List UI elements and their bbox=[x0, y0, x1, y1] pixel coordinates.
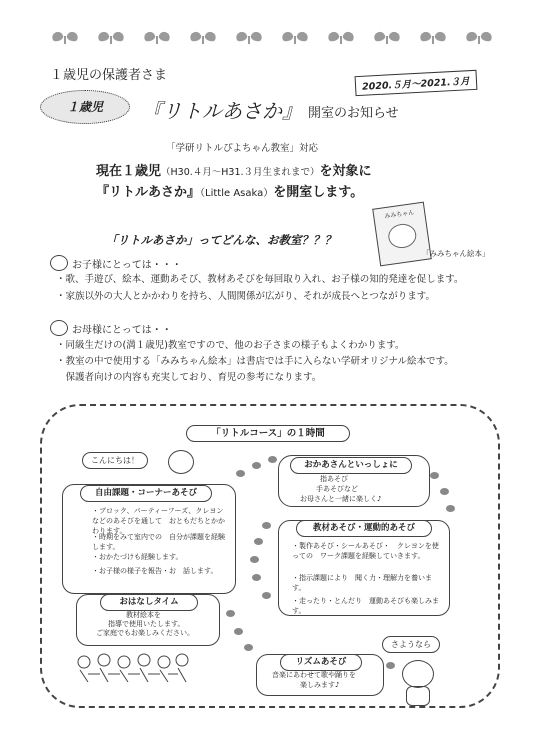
goodbye-bubble: さようなら bbox=[382, 636, 440, 653]
chick-icon bbox=[50, 255, 68, 271]
sprout-icon bbox=[190, 30, 216, 44]
sprout-icon bbox=[52, 30, 78, 44]
sprout-icon bbox=[98, 30, 124, 44]
path-dot bbox=[244, 644, 253, 651]
recipient-line: １歳児の保護者さま bbox=[50, 68, 168, 83]
bear-icon bbox=[402, 660, 434, 688]
mother-play-title: おかあさんといっしょに bbox=[290, 457, 412, 474]
page-title: 『リトルあさか』 bbox=[142, 99, 302, 123]
path-dot bbox=[268, 456, 277, 463]
mother-play-item: お母さんと一緒に楽しく♪ bbox=[300, 495, 382, 503]
age-badge bbox=[40, 90, 130, 124]
sprout-icon bbox=[328, 30, 354, 44]
talk-time-item: 指導で使用いたします。 bbox=[108, 620, 185, 628]
about-heading: 「リトルあさか」ってどんな、お教室？？？ bbox=[106, 233, 336, 247]
rhythm-play-title: リズムあそび bbox=[280, 654, 362, 671]
hello-bubble: こんにちは！ bbox=[82, 452, 148, 469]
lead-line-2: 『リトルあさか』（Little Asaka）を開室します。 bbox=[96, 185, 364, 200]
mother-heading: お母様にとっては・・ bbox=[72, 325, 172, 336]
material-play-item: ・指示課題により 聞く力・理解力を養います。 bbox=[292, 574, 432, 592]
date-range: 2020.５月～2021.３月 bbox=[355, 70, 477, 96]
lead-line-1: 現在１歳児（H30.４月～H31.３月生まれまで）を対象に bbox=[96, 164, 372, 179]
age-badge-label: １歳児 bbox=[66, 100, 103, 114]
path-dot bbox=[226, 610, 235, 617]
path-dot bbox=[252, 574, 261, 581]
sprout-icon bbox=[420, 30, 446, 44]
children-dancing-illustration bbox=[74, 652, 192, 688]
mother-item: ・同級生だけの(満１歳児)教室ですので、他のお子さまの様子もよくわかります。 bbox=[56, 340, 405, 351]
path-dot bbox=[234, 628, 243, 635]
talk-time-item: ご家庭でもお楽しみください。 bbox=[96, 629, 194, 637]
free-play-item: ・お子様の様子を報告・お 話します。 bbox=[92, 567, 218, 575]
page-subtitle: 開室のお知らせ bbox=[308, 106, 399, 121]
sprout-icon bbox=[144, 30, 170, 44]
path-dot bbox=[254, 538, 263, 545]
child-item: ・家族以外の大人とかかわりを持ち、人間関係が広がり、それが成長へとつながります。 bbox=[56, 291, 436, 302]
sprout-icon bbox=[236, 30, 262, 44]
child-heading: お子様にとっては・・・ bbox=[72, 260, 182, 271]
sprout-icon bbox=[466, 30, 492, 44]
bear-body-icon bbox=[406, 686, 430, 706]
path-dot bbox=[440, 488, 449, 495]
free-play-item: ・時期をみて室内での 自分が課題を経験します。 bbox=[92, 533, 225, 551]
path-dot bbox=[250, 556, 259, 563]
path-dot bbox=[262, 592, 271, 599]
material-play-item: ・走ったり・とんだり 運動あそびも楽しみます。 bbox=[292, 597, 439, 615]
course-title: 「リトルコース」の１時間 bbox=[186, 425, 350, 442]
child-item: ・歌、手遊び、絵本、運動あそび、教材あそびを毎回取り入れ、お子様の知的発達を促します。 bbox=[56, 274, 464, 285]
chick-icon bbox=[50, 320, 68, 336]
mother-item: ・教室の中で使用する「みみちゃん絵本」は書店では手に入らない学研オリジナル絵本です。 bbox=[56, 356, 454, 367]
material-play-title: 教材あそび・運動的あそび bbox=[296, 520, 432, 537]
talk-time-item: 教材絵本を bbox=[126, 611, 161, 619]
book-caption: 「みみちゃん絵本」 bbox=[422, 249, 490, 258]
path-dot bbox=[252, 462, 261, 469]
path-dot bbox=[430, 472, 439, 479]
path-dot bbox=[386, 662, 395, 669]
rhythm-play-item: 楽しみます♪ bbox=[300, 681, 340, 689]
mother-play-item: 手あそびなど bbox=[316, 485, 358, 493]
path-dot bbox=[446, 505, 455, 512]
bear-face-icon bbox=[387, 222, 418, 250]
talk-time-title: おはなしタイム bbox=[100, 594, 198, 611]
sprout-icon bbox=[374, 30, 400, 44]
free-play-item: ・ブロック、パーティーフーズ、クレヨンなどのあそびを通して おともだちとかかわります。 bbox=[92, 507, 225, 535]
path-dot bbox=[236, 470, 245, 477]
path-dot bbox=[262, 522, 271, 529]
book-cover-title: みみちゃん bbox=[383, 209, 415, 221]
mother-item: 保護者向けの内容も充実しており、育児の参考になります。 bbox=[56, 372, 322, 383]
rhythm-play-item: 音楽にあわせて歌や踊りを bbox=[272, 671, 356, 679]
mother-play-item: 指あそび bbox=[320, 475, 348, 483]
bear-icon bbox=[168, 450, 194, 474]
free-play-title: 自由課題・コーナーあそび bbox=[80, 485, 212, 502]
free-play-item: ・おかたづけも経験します。 bbox=[92, 553, 183, 561]
affiliation: 「学研リトルぴよちゃん教室」対応 bbox=[166, 143, 319, 154]
sprout-icon bbox=[282, 30, 308, 44]
material-play-item: ・製作あそび・シールあそび・ クレヨンを使っての ワーク課題を経験していきます。 bbox=[292, 542, 439, 560]
